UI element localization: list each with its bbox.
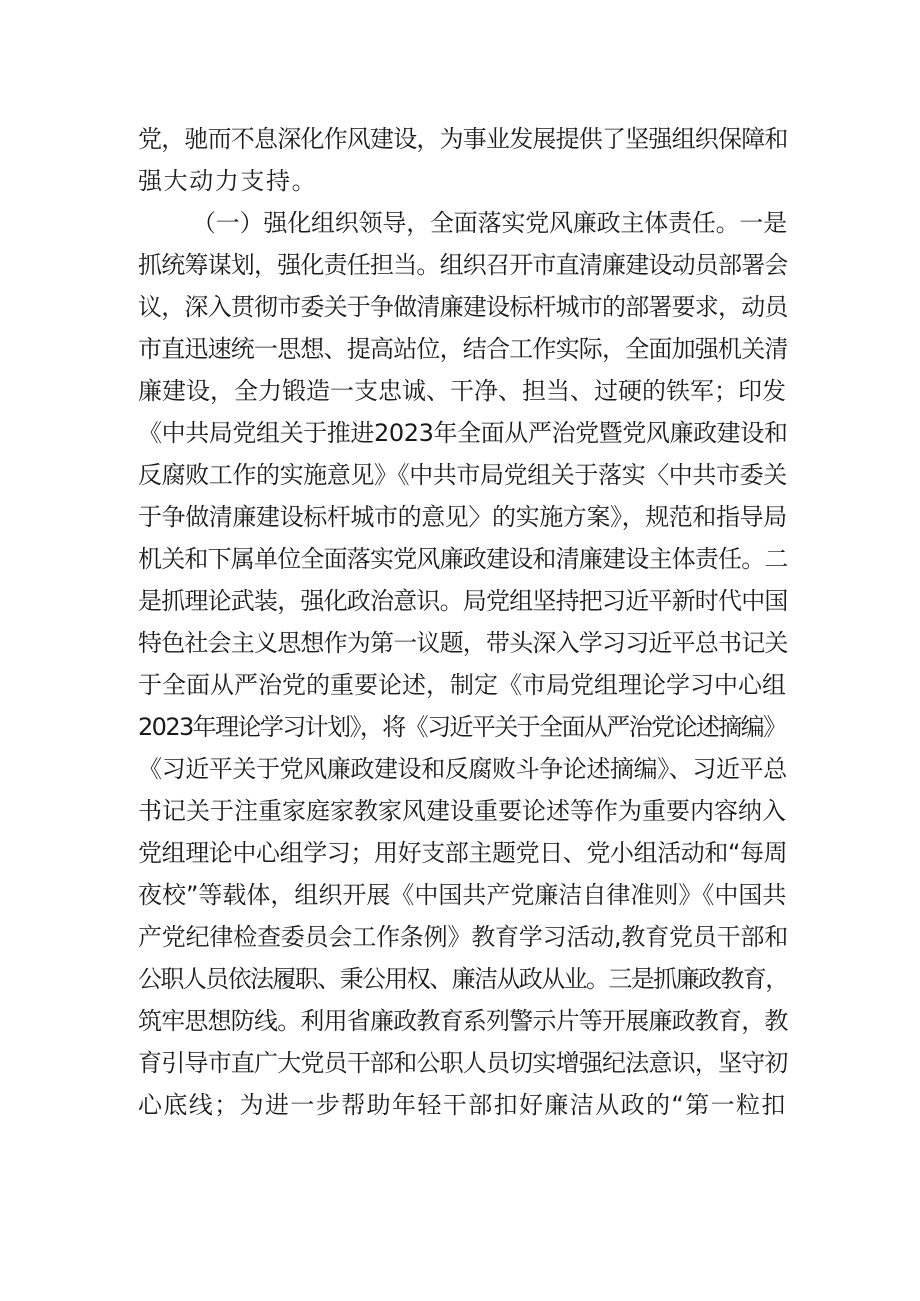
- text-line: 是抓理论武装，强化政治意识。局党组坚持把习近平新时代中国: [138, 587, 788, 615]
- body-text: [138, 118, 788, 1126]
- text-line: 特色社会主义思想作为第一议题，带头深入学习习近平总书记关: [138, 629, 788, 657]
- text-line: 夜校”等载体，组织开展《中国共产党廉洁自律准则》《中国共: [138, 881, 787, 909]
- text-line: 市直迅速统一思想、提高站位，结合工作实际，全面加强机关清: [138, 335, 788, 363]
- text-line: 《习近平关于党风廉政建设和反腐败斗争论述摘编》、习近平总: [138, 755, 787, 783]
- text-line: 育引导市直广大党员干部和公职人员切实增强纪法意识，坚守初: [138, 1049, 788, 1077]
- text-line: 心底线；为进一步帮助年轻干部扣好廉洁从政的“第一粒扣: [138, 1091, 787, 1119]
- text-line: 《中共局党组关于推进2023年全面从严治党暨党风廉政建设和: [138, 419, 788, 447]
- text-line: 筑牢思想防线。利用省廉政教育系列警示片等开展廉政教育，教: [138, 1007, 788, 1035]
- text-line: 2023年理论学习计划》，将《习近平关于全面从严治党论述摘编》: [138, 713, 786, 741]
- text-line: 产党纪律检查委员会工作条例》教育学习活动,教育党员干部和: [138, 923, 789, 951]
- text-line: 党组理论中心组学习；用好支部主题党日、党小组活动和“每周: [138, 839, 788, 867]
- text-line: 反腐败工作的实施意见》《中共市局党组关于落实〈中共市委关: [138, 461, 787, 489]
- text-line: 公职人员依法履职、秉公用权、廉洁从政从业。三是抓廉政教育，: [138, 965, 788, 993]
- text-line: 强大动力支持。: [138, 167, 318, 195]
- text-line: 党，驰而不息深化作风建设，为事业发展提供了坚强组织保障和: [138, 125, 788, 153]
- text-line: 机关和下属单位全面落实党风廉政建设和清廉建设主体责任。二: [138, 545, 788, 573]
- text-line: 书记关于注重家庭家教家风建设重要论述等作为重要内容纳入: [138, 797, 786, 825]
- paragraph-start-line: （一）强化组织领导，全面落实党风廉政主体责任。一是: [192, 209, 787, 237]
- text-line: 于争做清廉建设标杆城市的意见〉的实施方案》，规范和指导局: [138, 503, 787, 531]
- text-line: 于全面从严治党的重要论述，制定《市局党组理论学习中心组: [138, 671, 786, 699]
- text-line: 抓统筹谋划，强化责任担当。组织召开市直清廉建设动员部署会: [138, 251, 788, 279]
- text-line: 廉建设，全力锻造一支忠诚、干净、担当、过硬的铁军；印发: [138, 377, 786, 405]
- text-line: 议，深入贯彻市委关于争做清廉建设标杆城市的部署要求，动员: [138, 293, 788, 321]
